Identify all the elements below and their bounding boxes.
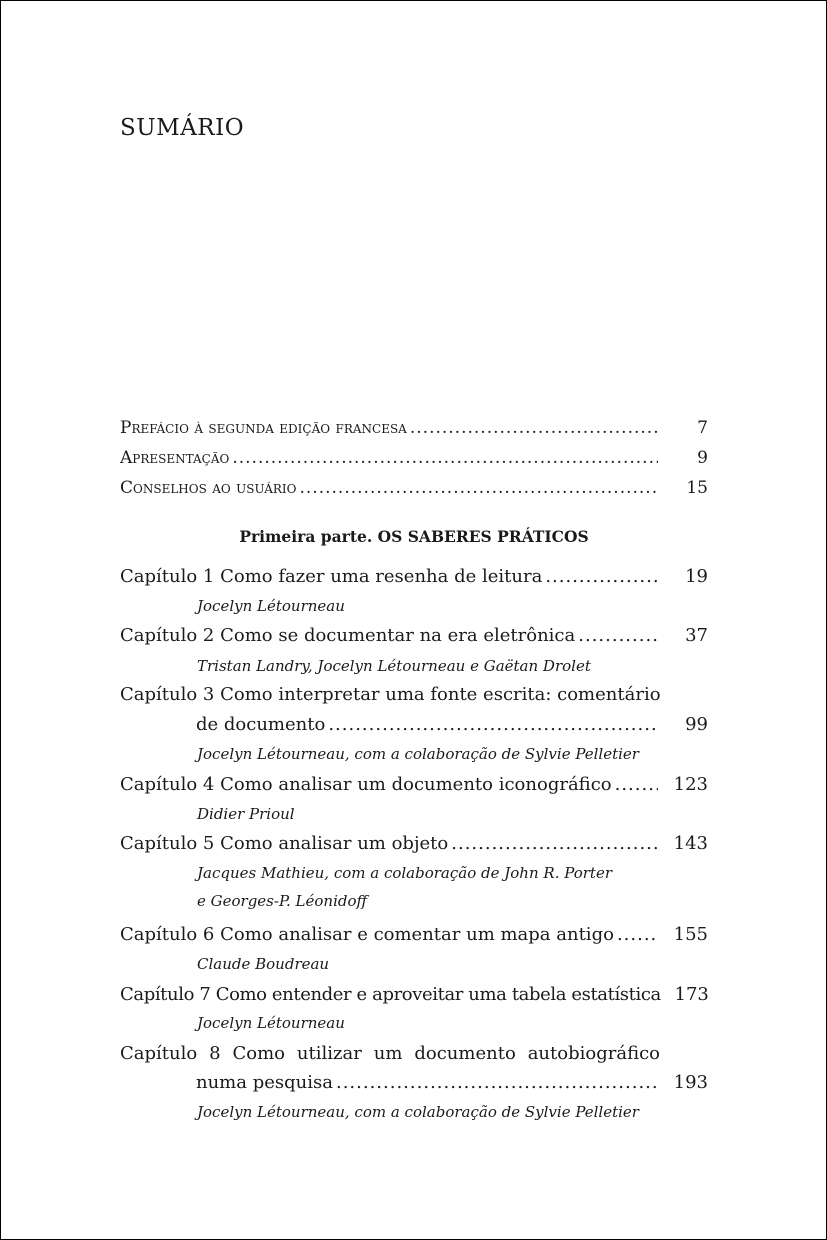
chapter-author: Tristan Landry, Jocelyn Létourneau e Gaëtan Drolet [197,657,591,675]
chapter-author: Jocelyn Létourneau, com a colaboração de Sylvie Pelletier [197,745,639,763]
chapter-title: Capítulo 7 Como entender e aproveitar uma tabela estatística [120,984,661,1005]
dot-leader [232,447,658,469]
dot-leader [328,714,658,736]
toc-entry-page: 7 [697,418,708,438]
chapter-author: Didier Prioul [197,805,295,823]
toc-entry-apresentacao [120,447,708,469]
chapter-author: e Georges-P. Léonidoff [197,892,368,910]
chapter-page: 143 [673,833,708,854]
dot-leader [451,833,658,855]
chapter-title: Capítulo 2 Como se documentar na era eletrônica [120,625,576,646]
toc-entry-label: Apresentação [120,448,230,468]
chapter-title-line: Capítulo 3 Como interpretar uma fonte escrita: comentário [120,684,661,705]
dot-leader [336,1072,658,1094]
chapter-title: Capítulo 6 Como analisar e comentar um mapa antigo [120,924,614,945]
chapter-title: Capítulo 4 Como analisar um documento iconográfico [120,774,612,795]
chapter-author: Claude Boudreau [197,955,330,973]
toc-chapter-4 [120,774,708,796]
toc-chapter-7 [120,984,708,1006]
chapter-author: Jacques Mathieu, com a colaboração de John R. Porter [197,864,612,882]
chapter-author: Jocelyn Létourneau, com a colaboração de Sylvie Pelletier [197,1103,639,1121]
toc-entry-page: 15 [686,478,708,498]
toc-chapter-2 [120,625,708,647]
chapter-title: de documento [196,714,326,735]
dot-leader [615,774,658,796]
toc-chapter-6 [120,924,708,946]
toc-chapter-1 [120,566,708,588]
dot-leader [300,477,659,499]
chapter-page: 37 [685,625,708,646]
toc-chapter-5 [120,833,708,855]
toc-chapter-3 [196,714,708,736]
chapter-title: Capítulo 1 Como fazer uma resenha de leitura [120,566,543,587]
part-heading: Primeira parte. OS SABERES PRÁTICOS [239,527,589,546]
chapter-page: 173 [674,984,709,1005]
toc-entry-page: 9 [697,448,708,468]
toc-entry-label: Conselhos ao usuário [120,478,297,498]
chapter-page: 155 [673,924,708,945]
toc-entry-label: Prefácio à segunda edição francesa [120,418,407,438]
chapter-author: Jocelyn Létourneau [197,597,345,615]
chapter-title-line: Capítulo 8 Como utilizar um documento autobiográfico [120,1043,660,1064]
toc-chapter-8 [196,1072,708,1094]
chapter-title: Capítulo 5 Como analisar um objeto [120,833,449,854]
chapter-page: 99 [685,714,708,735]
dot-leader [410,417,658,439]
toc-entry-conselhos [120,477,708,499]
chapter-page: 193 [673,1072,708,1093]
page-title: SUMÁRIO [120,115,245,141]
chapter-title: numa pesquisa [196,1072,333,1093]
dot-leader [617,924,658,946]
dot-leader [578,625,658,647]
chapter-page: 19 [685,566,708,587]
chapter-author: Jocelyn Létourneau [197,1014,345,1032]
dot-leader [545,566,658,588]
chapter-page: 123 [673,774,708,795]
toc-entry-prefacio [120,417,708,439]
